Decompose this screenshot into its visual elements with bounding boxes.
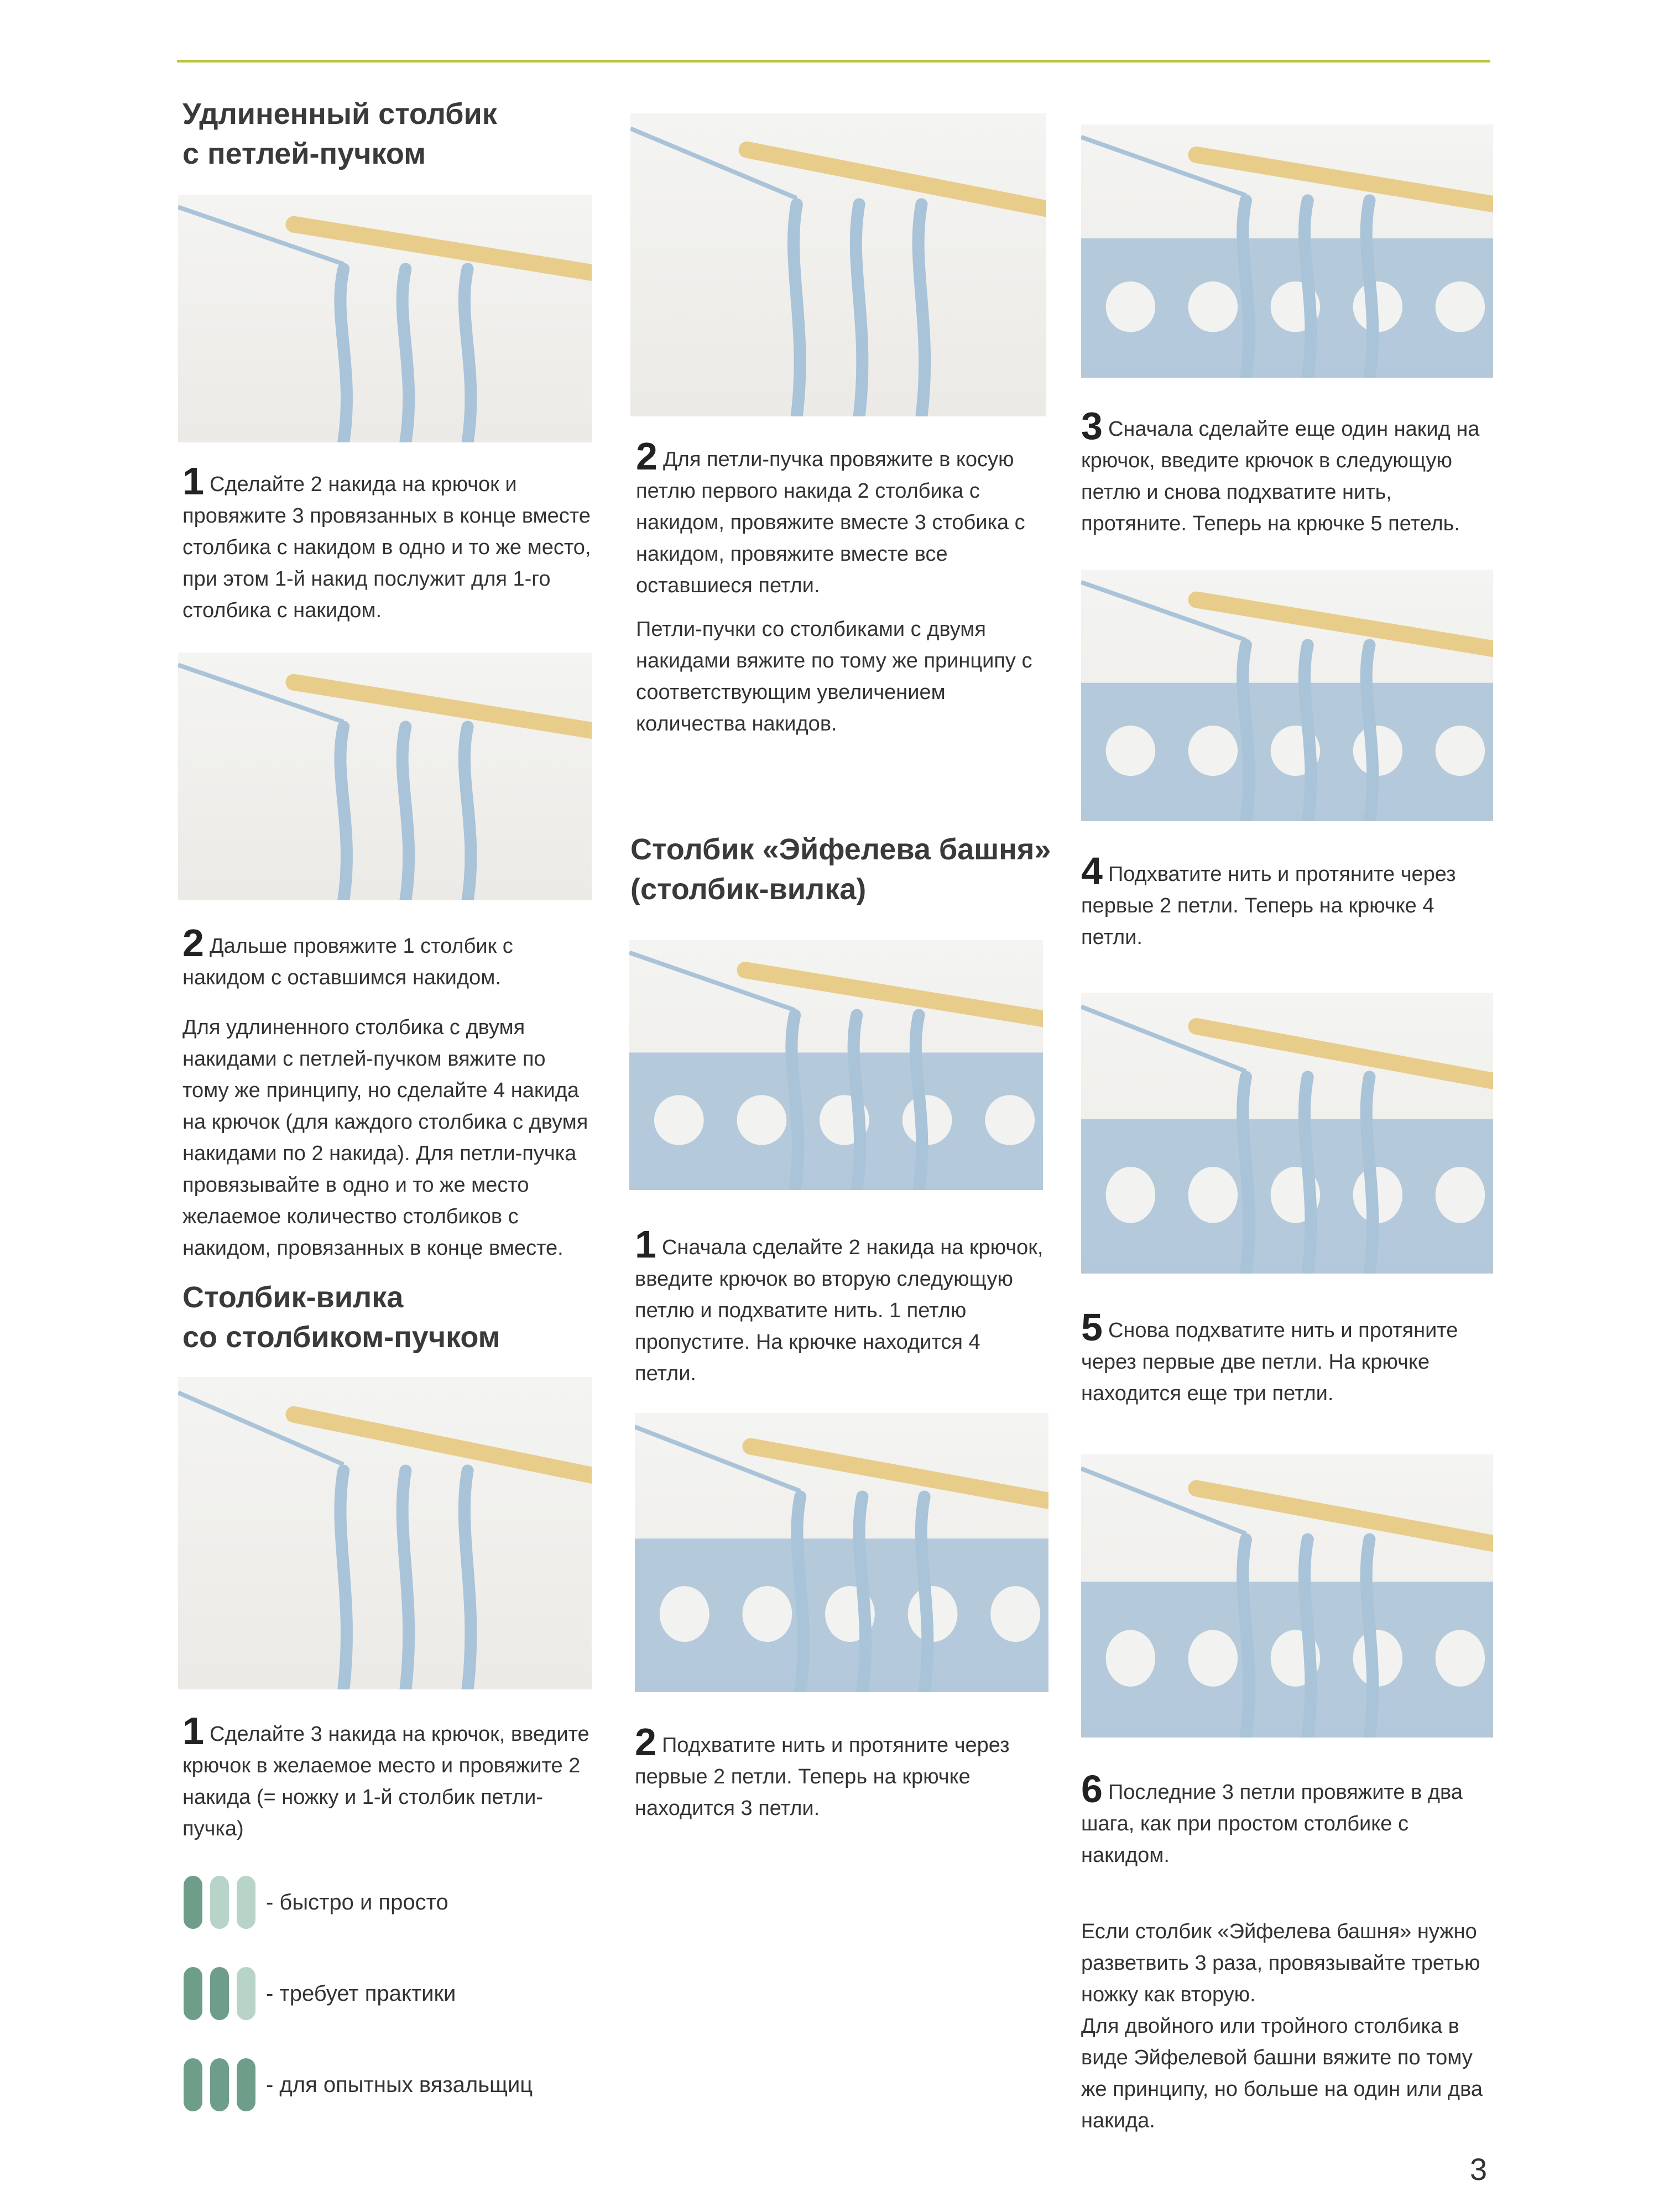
crochet-illustration — [630, 113, 1046, 416]
crochet-illustration — [1081, 124, 1493, 378]
step-number: 5 — [1081, 1306, 1103, 1349]
bar-2 — [210, 1876, 229, 1929]
mesh-hole — [1106, 1167, 1155, 1223]
photo-step-1b — [178, 653, 592, 900]
yarn-stitch — [403, 269, 409, 442]
legend-label: - быстро и просто — [266, 1890, 448, 1914]
yarn-stitch — [1243, 1077, 1249, 1274]
top-accent-line — [177, 60, 1490, 62]
yarn-stitch — [1366, 645, 1373, 822]
step-text: Дальше провяжите 1 столбик с накидом с оставшимся накидом. — [182, 935, 513, 989]
mesh-hole — [1436, 1630, 1485, 1686]
yarn-stitch — [1305, 645, 1311, 822]
yarn-stitch — [1305, 200, 1311, 378]
yarn-stitch — [1305, 1540, 1311, 1738]
yarn-stitch — [340, 269, 347, 442]
mesh-hole — [1106, 1630, 1155, 1686]
mesh-hole — [985, 1095, 1035, 1145]
step-6-eiffel — [1081, 1767, 1490, 1871]
crochet-illustration — [178, 653, 592, 900]
yarn-stitch — [1243, 1540, 1249, 1738]
photo-eiffel-step-5 — [1081, 993, 1493, 1274]
yarn-stitch — [791, 1015, 798, 1190]
mesh-hole — [990, 1586, 1040, 1642]
legend-label: - требует практики — [266, 1981, 456, 2006]
photo-step-2-cluster — [630, 113, 1046, 416]
photo-eiffel-step-1 — [629, 940, 1043, 1190]
step-text: Подхватите нить и протяните через первые 2 петли. Теперь на крючке находится 3 петли. — [635, 1734, 1010, 1820]
section-title-fork-cluster — [182, 1277, 603, 1357]
step-number: 2 — [635, 1720, 656, 1764]
photo-step-1a — [178, 195, 592, 442]
mesh-hole — [1106, 726, 1155, 776]
mesh-hole — [737, 1095, 786, 1145]
step-text: Сначала сделайте 2 накида на крючок, введите крючок во вторую следующую петлю и подхватите нить. 1 петлю пропустите. На крючке находится 4 петли. — [635, 1236, 1044, 1385]
step-4-eiffel — [1081, 849, 1490, 953]
yarn-stitch — [856, 204, 863, 416]
step-1-fork-cluster — [182, 1709, 592, 1845]
note-elongated: Для удлиненного столбика с двумя накидами с петлей-пучком вяжите по тому же принципу, но сделайте 4 накида на крючок (для каждого столбика с двумя накидами по 2 накида). Для петли-пучка провязывайте в одно и то же место желаемое количество столбиков с накидом, провязанных в конце вместе. — [182, 1016, 588, 1260]
legend-experienced — [184, 2057, 533, 2112]
yarn-stitch — [794, 204, 800, 416]
photo-eiffel-step-3 — [1081, 124, 1493, 378]
step-5-eiffel — [1081, 1306, 1490, 1410]
section-title-line1: Удлиненный столбик — [182, 97, 497, 131]
yarn-stitch — [1366, 1077, 1373, 1274]
yarn-stitch — [854, 1015, 860, 1190]
mesh-hole — [1106, 281, 1155, 332]
mesh-hole — [1436, 726, 1485, 776]
step-1-eiffel — [635, 1223, 1044, 1390]
legend-easy — [184, 1875, 448, 1930]
page-number: 3 — [1470, 2152, 1488, 2187]
step-2-eiffel — [635, 1720, 1044, 1824]
section-title-line1: Столбик «Эйфелева башня» — [630, 833, 1051, 866]
crochet-illustration — [178, 1377, 592, 1689]
step-text: Для петли-пучка провяжите в косую петлю первого накида 2 столбика с накидом, провяжите вместе 3 стобика с накидом, провяжите вместе все оставшиеся петли. — [636, 448, 1025, 597]
note-eiffel-2: Для двойного или тройного столбика в виде Эйфелевой башни вяжите по тому же принципу, но больше на один или два накида. — [1081, 2015, 1483, 2132]
mesh-hole — [1436, 1167, 1485, 1223]
yarn-stitch — [465, 269, 471, 442]
working-yarn — [630, 128, 797, 198]
yarn-stitch — [921, 1497, 928, 1693]
bar-1 — [184, 2058, 202, 2111]
section-title-line2: со столбиком-пучком — [182, 1321, 500, 1354]
mesh-hole — [1436, 281, 1485, 332]
bar-3 — [237, 2058, 255, 2111]
mesh-hole — [1188, 281, 1238, 332]
yarn-stitch — [1366, 1540, 1373, 1738]
step-text: Сделайте 3 накида на крючок, введите крючок в желаемое место и провяжите 2 накида (= ножку и 1-й столбик петли-пучка) — [182, 1723, 589, 1840]
legend-practice — [184, 1966, 456, 2021]
yarn-stitch — [797, 1497, 804, 1693]
step-text: Снова подхватите нить и протяните через первые две петли. На крючке находится еще три петли. — [1081, 1319, 1458, 1405]
step-number: 1 — [182, 460, 204, 503]
section-title-line1: Столбик-вилка — [182, 1281, 404, 1314]
photo-eiffel-step-2 — [635, 1413, 1048, 1692]
section-title-elongated-dc — [182, 94, 603, 174]
mesh-hole — [1188, 1630, 1238, 1686]
crochet-illustration — [1081, 570, 1493, 821]
yarn-stitch — [340, 1471, 347, 1690]
yarn-stitch — [465, 727, 471, 900]
step-number: 2 — [636, 435, 658, 478]
yarn-stitch — [465, 1471, 471, 1690]
step-number: 2 — [182, 921, 204, 964]
difficulty-bars-icon — [184, 2058, 264, 2111]
photo-eiffel-step-6 — [1081, 1454, 1493, 1738]
crochet-illustration — [635, 1413, 1048, 1692]
mesh-hole — [654, 1095, 704, 1145]
bar-2 — [210, 1967, 229, 2020]
yarn-stitch — [340, 727, 347, 900]
working-yarn — [178, 1392, 343, 1464]
step-1-elongated — [182, 460, 592, 627]
bar-2 — [210, 2058, 229, 2111]
step-text: Подхватите нить и протяните через первые 2 петли. Теперь на крючке 4 петли. — [1081, 863, 1456, 949]
photo-fork-step-1 — [178, 1377, 592, 1689]
step-2-cluster — [636, 435, 1045, 602]
yarn-stitch — [403, 727, 409, 900]
mesh-hole — [742, 1586, 792, 1642]
step-number: 1 — [635, 1223, 656, 1266]
bar-3 — [237, 1876, 255, 1929]
yarn-stitch — [1366, 200, 1373, 378]
difficulty-bars-icon — [184, 1967, 264, 2020]
section-title-eiffel — [630, 830, 1062, 909]
yarn-stitch — [1305, 1077, 1311, 1274]
crochet-illustration — [1081, 1454, 1493, 1738]
crochet-illustration — [629, 940, 1043, 1190]
yarn-stitch — [1243, 645, 1249, 822]
section-title-line2: (столбик-вилка) — [630, 873, 867, 906]
section-title-line2: с петлей-пучком — [182, 137, 426, 170]
yarn-stitch — [1243, 200, 1249, 378]
note-cluster: Петли-пучки со столбиками с двумя накидами вяжите по тому же принципу с соответствующим увеличением количества накидов. — [636, 618, 1032, 735]
step-3-eiffel — [1081, 404, 1490, 540]
step-number: 6 — [1081, 1767, 1103, 1811]
legend-label: - для опытных вязальщиц — [266, 2072, 533, 2097]
difficulty-bars-icon — [184, 1876, 264, 1929]
step-text: Сделайте 2 накида на крючок и провяжите 3 провязанных в конце вместе столбика с накидом в одно и то же место, при этом 1-й накид послужит для 1-го столбика с накидом. — [182, 473, 591, 622]
note-eiffel-1: Если столбик «Эйфелева башня» нужно разветвить 3 раза, провязывайте третью ножку как вторую. — [1081, 1920, 1480, 2006]
crochet-illustration — [1081, 993, 1493, 1274]
step-text: Сначала сделайте еще один накид на крючок, введите крючок в следующую петлю и снова подхватите нить, протяните. Теперь на крючке 5 петель. — [1081, 418, 1480, 535]
yarn-stitch — [919, 204, 925, 416]
mesh-hole — [1188, 1167, 1238, 1223]
step-number: 4 — [1081, 849, 1103, 893]
bar-1 — [184, 1967, 202, 2020]
yarn-stitch — [403, 1471, 409, 1690]
yarn-stitch — [859, 1497, 866, 1693]
mesh-hole — [660, 1586, 709, 1642]
crochet-illustration — [178, 195, 592, 442]
mesh-hole — [1188, 726, 1238, 776]
step-number: 1 — [182, 1709, 204, 1752]
step-text: Последние 3 петли провяжите в два шага, как при простом столбике с накидом. — [1081, 1781, 1463, 1867]
photo-eiffel-step-4 — [1081, 570, 1493, 821]
step-number: 3 — [1081, 404, 1103, 447]
step-2-elongated — [182, 921, 592, 994]
bar-1 — [184, 1876, 202, 1929]
yarn-stitch — [916, 1015, 922, 1190]
bar-3 — [237, 1967, 255, 2020]
